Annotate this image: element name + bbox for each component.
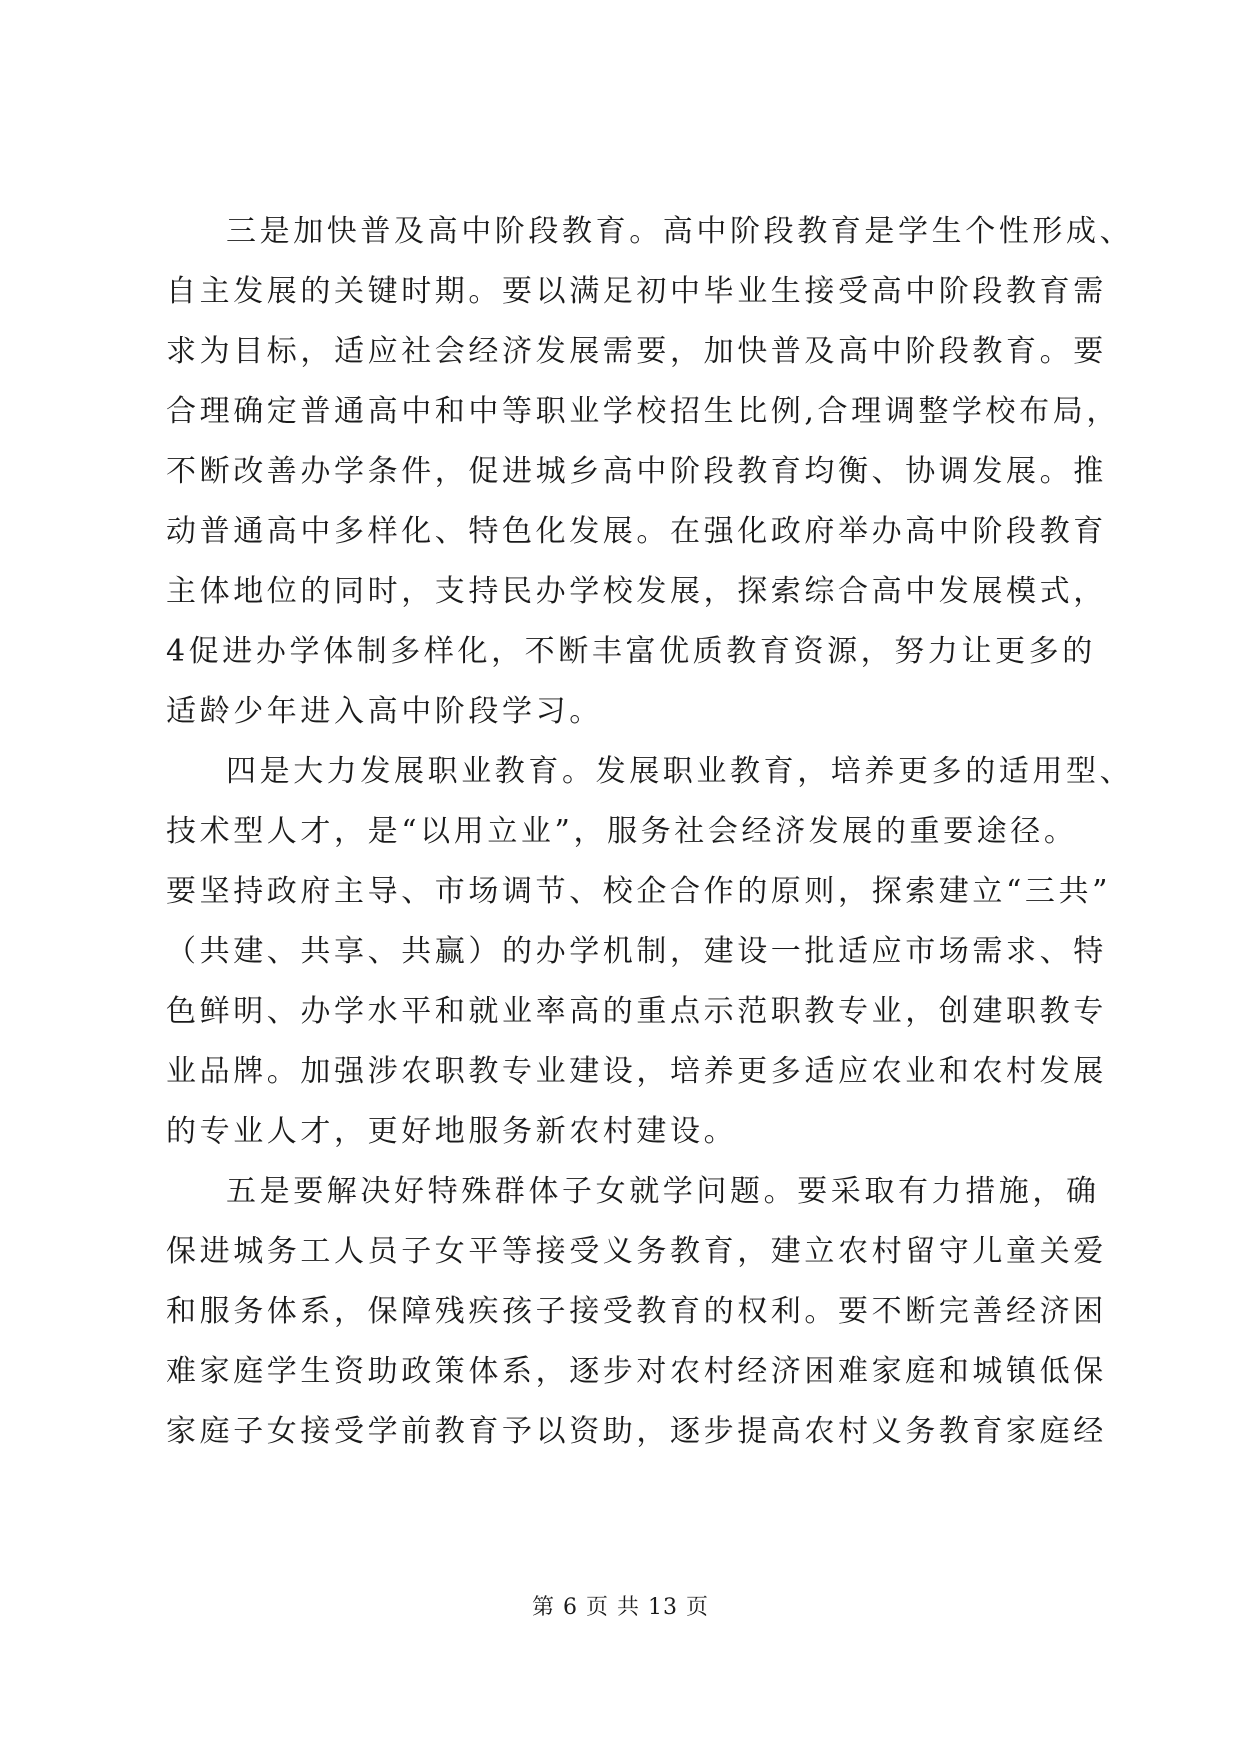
text-line: 主体地位的同时，支持民办学校发展，探索综合高中发展模式， [166,574,1107,609]
page-number-footer: 第 6 页 共 13 页 [532,1595,709,1620]
text-line: （共建、共享、共赢）的办学机制，建设一批适应市场需求、特 [166,934,1107,969]
text-line: 三是加快普及高中阶段教育。高中阶段教育是学生个性形成、 [226,214,1134,249]
text-line: 动普通高中多样化、特色化发展。在强化政府举办高中阶段教育 [166,514,1107,549]
text-line: 五是要解决好特殊群体子女就学问题。要采取有力措施，确 [226,1174,1100,1209]
text-line: 四是大力发展职业教育。发展职业教育，培养更多的适用型、 [226,754,1134,789]
text-line: 业品牌。加强涉农职教专业建设，培养更多适应农业和农村发展 [166,1054,1107,1089]
text-line: 家庭子女接受学前教育予以资助，逐步提高农村义务教育家庭经 [166,1414,1107,1449]
text-line: 求为目标，适应社会经济发展需要，加快普及高中阶段教育。要 [166,334,1107,369]
text-line: 不断改善办学条件，促进城乡高中阶段教育均衡、协调发展。推 [166,454,1107,489]
text-line: 保进城务工人员子女平等接受义务教育，建立农村留守儿童关爱 [166,1234,1107,1269]
text-line: 要坚持政府主导、市场调节、校企合作的原则，探索建立“三共” [166,874,1112,909]
text-line: 自主发展的关键时期。要以满足初中毕业生接受高中阶段教育需 [166,274,1107,309]
text-line: 4促进办学体制多样化，不断丰富优质教育资源，努力让更多的 [166,634,1096,669]
text-line: 技术型人才，是“以用立业”，服务社会经济发展的重要途径。 [166,814,1078,849]
text-line: 合理确定普通高中和中等职业学校招生比例,合理调整学校布局， [166,394,1120,429]
text-line: 难家庭学生资助政策体系，逐步对农村经济困难家庭和城镇低保 [166,1354,1107,1389]
text-line: 色鲜明、办学水平和就业率高的重点示范职教专业，创建职教专 [166,994,1107,1029]
text-line: 和服务体系，保障残疾孩子接受教育的权利。要不断完善经济困 [166,1294,1107,1329]
text-line: 的专业人才，更好地服务新农村建设。 [166,1114,738,1149]
text-line: 适龄少年进入高中阶段学习。 [166,694,603,729]
